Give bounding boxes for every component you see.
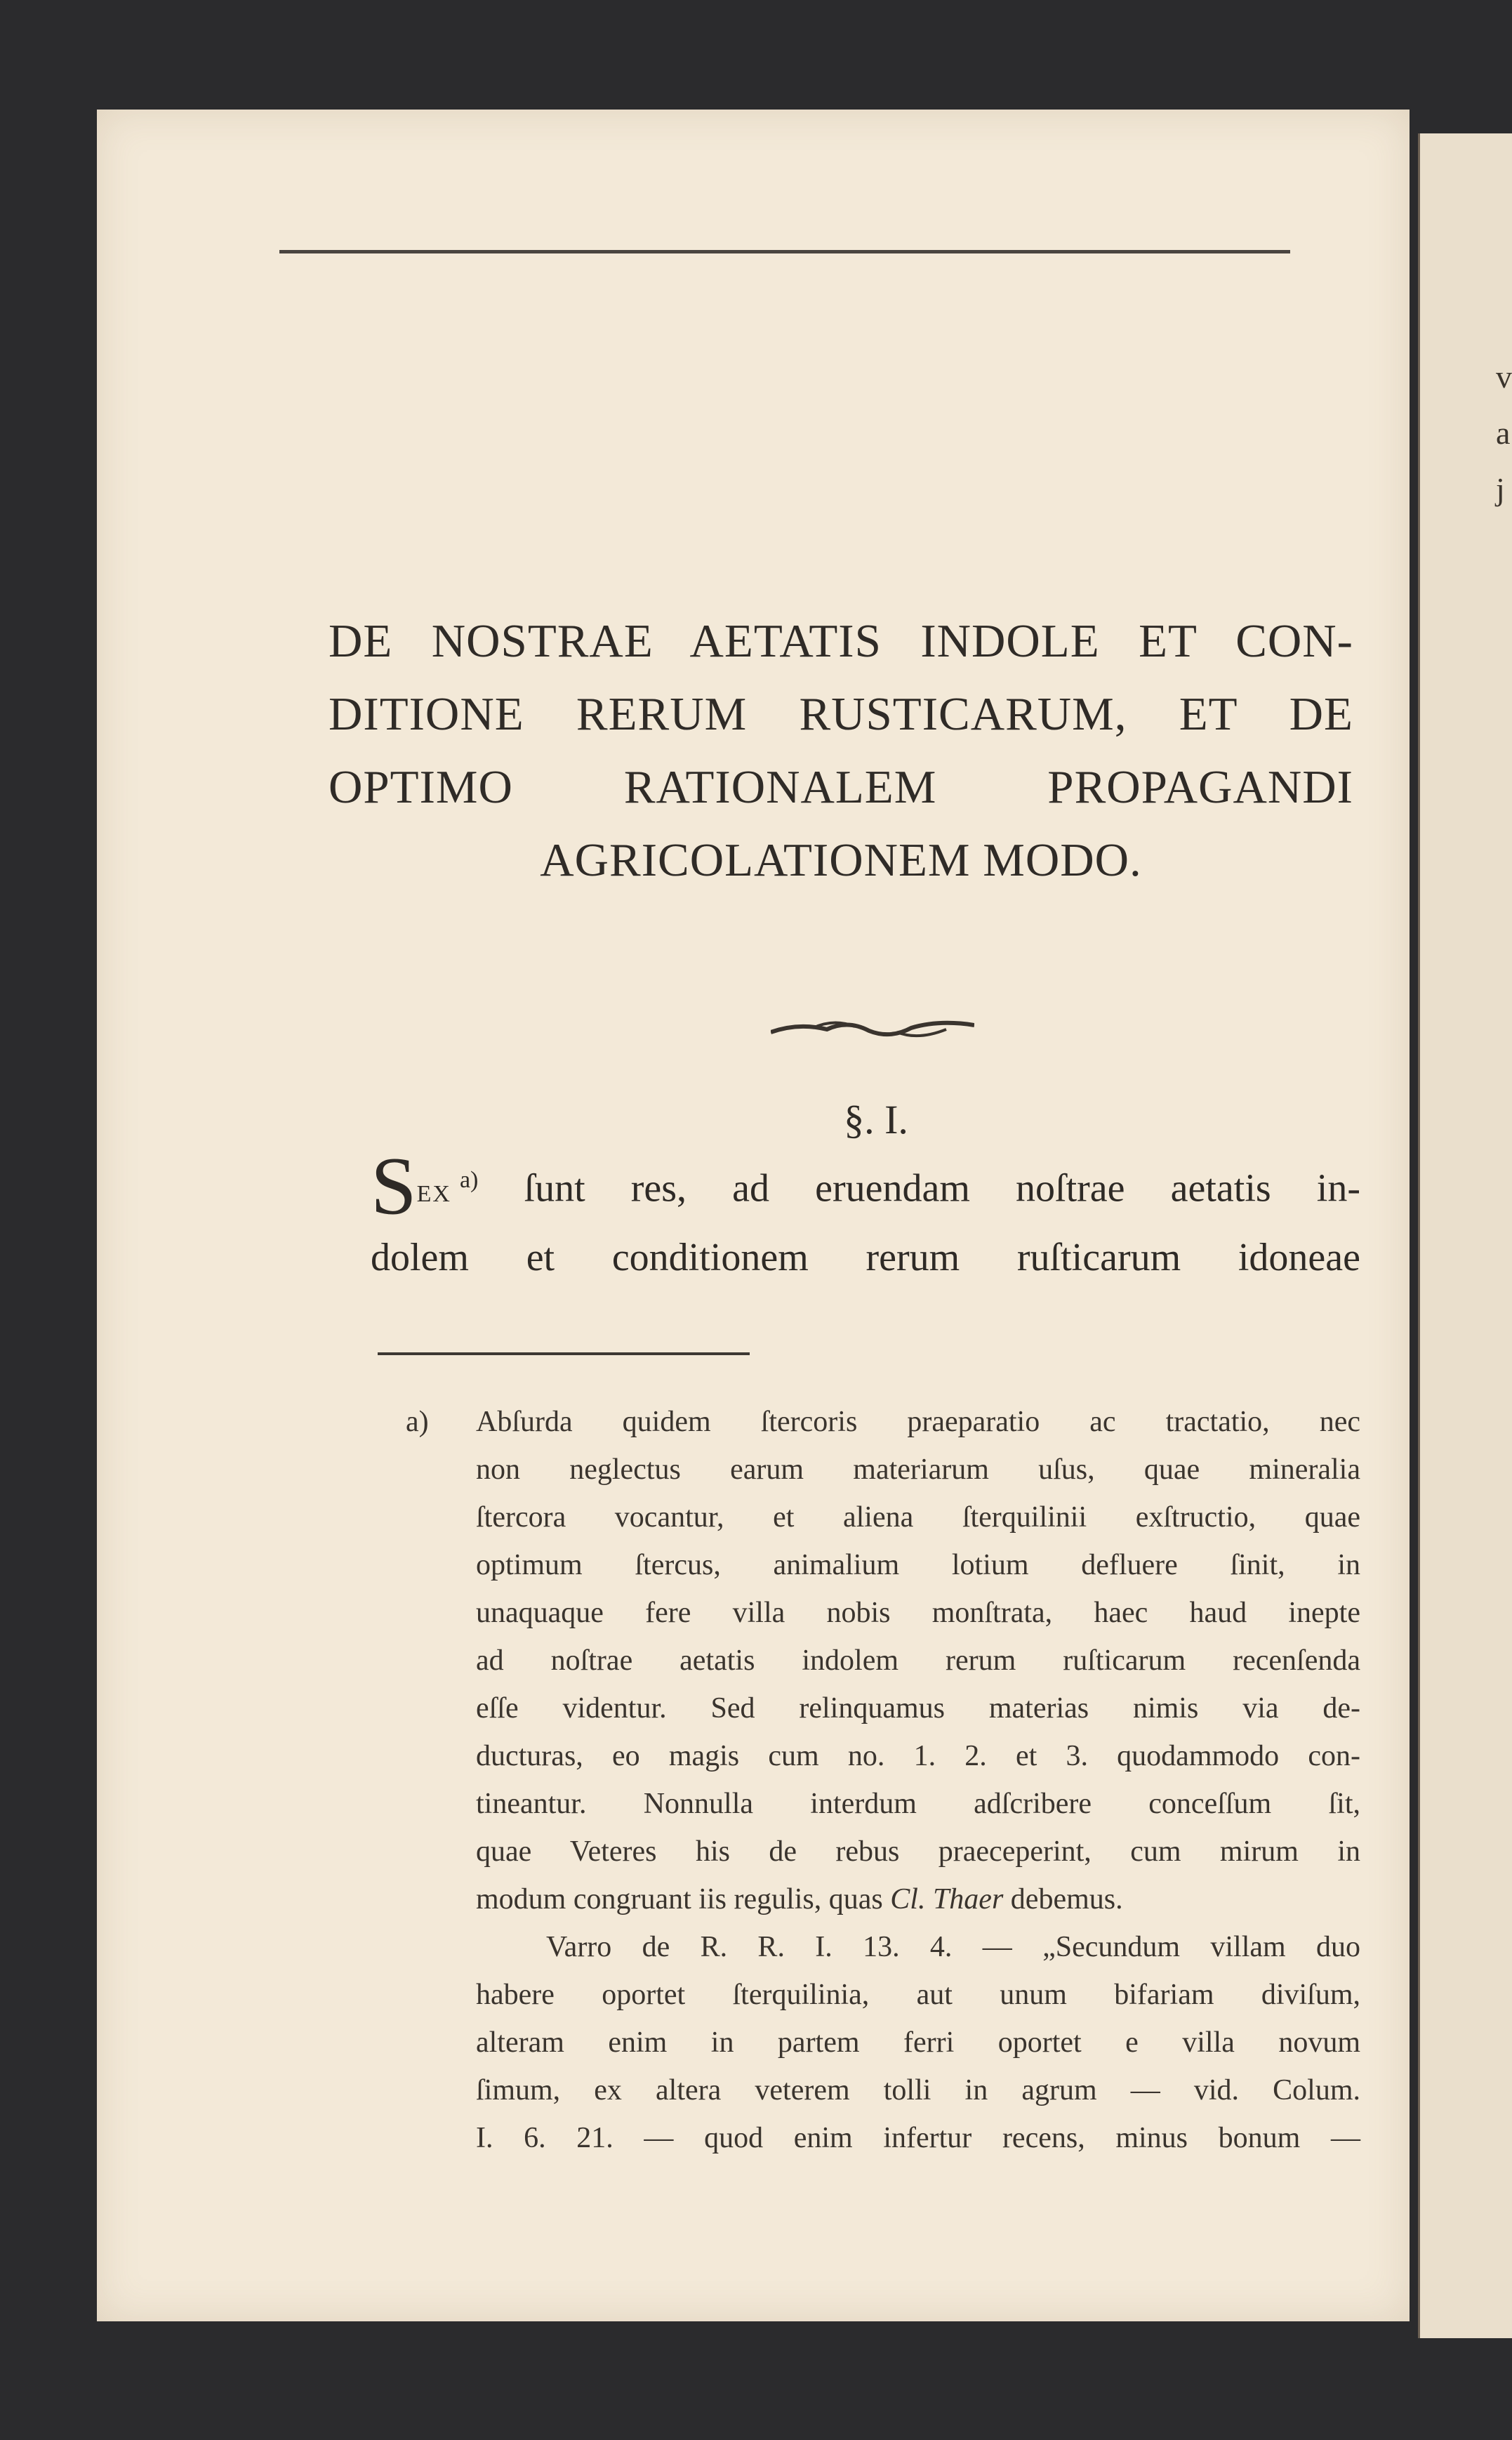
footnote-line: ſimum, ex altera veterem tolli in agrum — vid. Colum. (476, 2074, 1360, 2106)
footnote-line: I. 6. 21. — quod enim infertur recens, minus bonum — (476, 2122, 1360, 2154)
book-page (97, 110, 1410, 2321)
footnote-line: ſtercora vocantur, et aliena ſterquilinii exſtructio, quae (476, 1501, 1360, 1534)
intro-paragraph (371, 1140, 1361, 1289)
footnote-line: unaquaque fere villa nobis monſtrata, haec haud inepte (476, 1597, 1360, 1629)
footnote-line: non neglectus earum materiarum uſus, quae mineralia (476, 1453, 1360, 1486)
top-rule (279, 250, 1290, 253)
section-number: §. I. (844, 1097, 908, 1142)
footnote-line: alteram enim in partem ferri oportet e villa novum (476, 2026, 1360, 2059)
chapter-title (329, 605, 1353, 897)
footnote-line: habere oportet ſterquilinia, aut unum bifariam diviſum, (476, 1979, 1360, 2011)
author-citation: Cl. Thaer (890, 1883, 1004, 1915)
intro-line: dolem et conditionem rerum ruſticarum idoneae (371, 1235, 1360, 1279)
facing-page-fragment: a (1496, 415, 1511, 451)
small-caps: EX (416, 1180, 451, 1207)
footnote-line: optimum ſtercus, animalium lotium defluere ſinit, in (476, 1549, 1360, 1581)
facing-page-fragment: j (1496, 471, 1505, 507)
footnote-line: eſſe videntur. Sed relinquamus materias nimis via de- (476, 1692, 1360, 1725)
footnote-rule (378, 1352, 750, 1355)
footnote-marker: a) (406, 1406, 429, 1438)
footnote-ref: a) (459, 1167, 479, 1193)
footnote-line: ad noſtrae aetatis indolem rerum ruſticarum recenſenda (476, 1644, 1360, 1677)
drop-cap: S (371, 1140, 417, 1232)
footnote-line: tineantur. Nonnulla interdum adſcribere conceſſum ſit, (476, 1788, 1360, 1820)
title-line: DITIONE RERUM RUSTICARUM, ET DE (329, 688, 1353, 740)
facing-page-edge (1418, 133, 1512, 2338)
facing-page-fragment: v (1496, 359, 1512, 395)
footnote-line: modum congruant iis regulis, quas Cl. Thaer debemus. (476, 1883, 1123, 1915)
footnote-line: ducturas, eo magis cum no. 1. 2. et 3. quodammodo con- (476, 1740, 1360, 1772)
title-line: OPTIMO RATIONALEM PROPAGANDI (329, 761, 1353, 813)
footnote-line: a) Abſurda quidem ſtercoris praeparatio ac tractatio, nec (406, 1398, 1360, 1446)
footnote-line: Varro de R. R. I. 13. 4. — „Secundum villam duo (546, 1931, 1360, 1963)
title-line: DE NOSTRAE AETATIS INDOLE ET CON- (329, 615, 1353, 667)
footnote (406, 1398, 1360, 2162)
intro-line (371, 1140, 1361, 1232)
ornament-icon (771, 1015, 974, 1043)
intro-text: ſunt res, ad eruendam noſtrae aetatis in- (524, 1166, 1361, 1211)
footnote-line: quae Veteres his de rebus praeceperint, cum mirum in (476, 1835, 1360, 1868)
title-line: AGRICOLATIONEM MODO. (540, 834, 1142, 886)
